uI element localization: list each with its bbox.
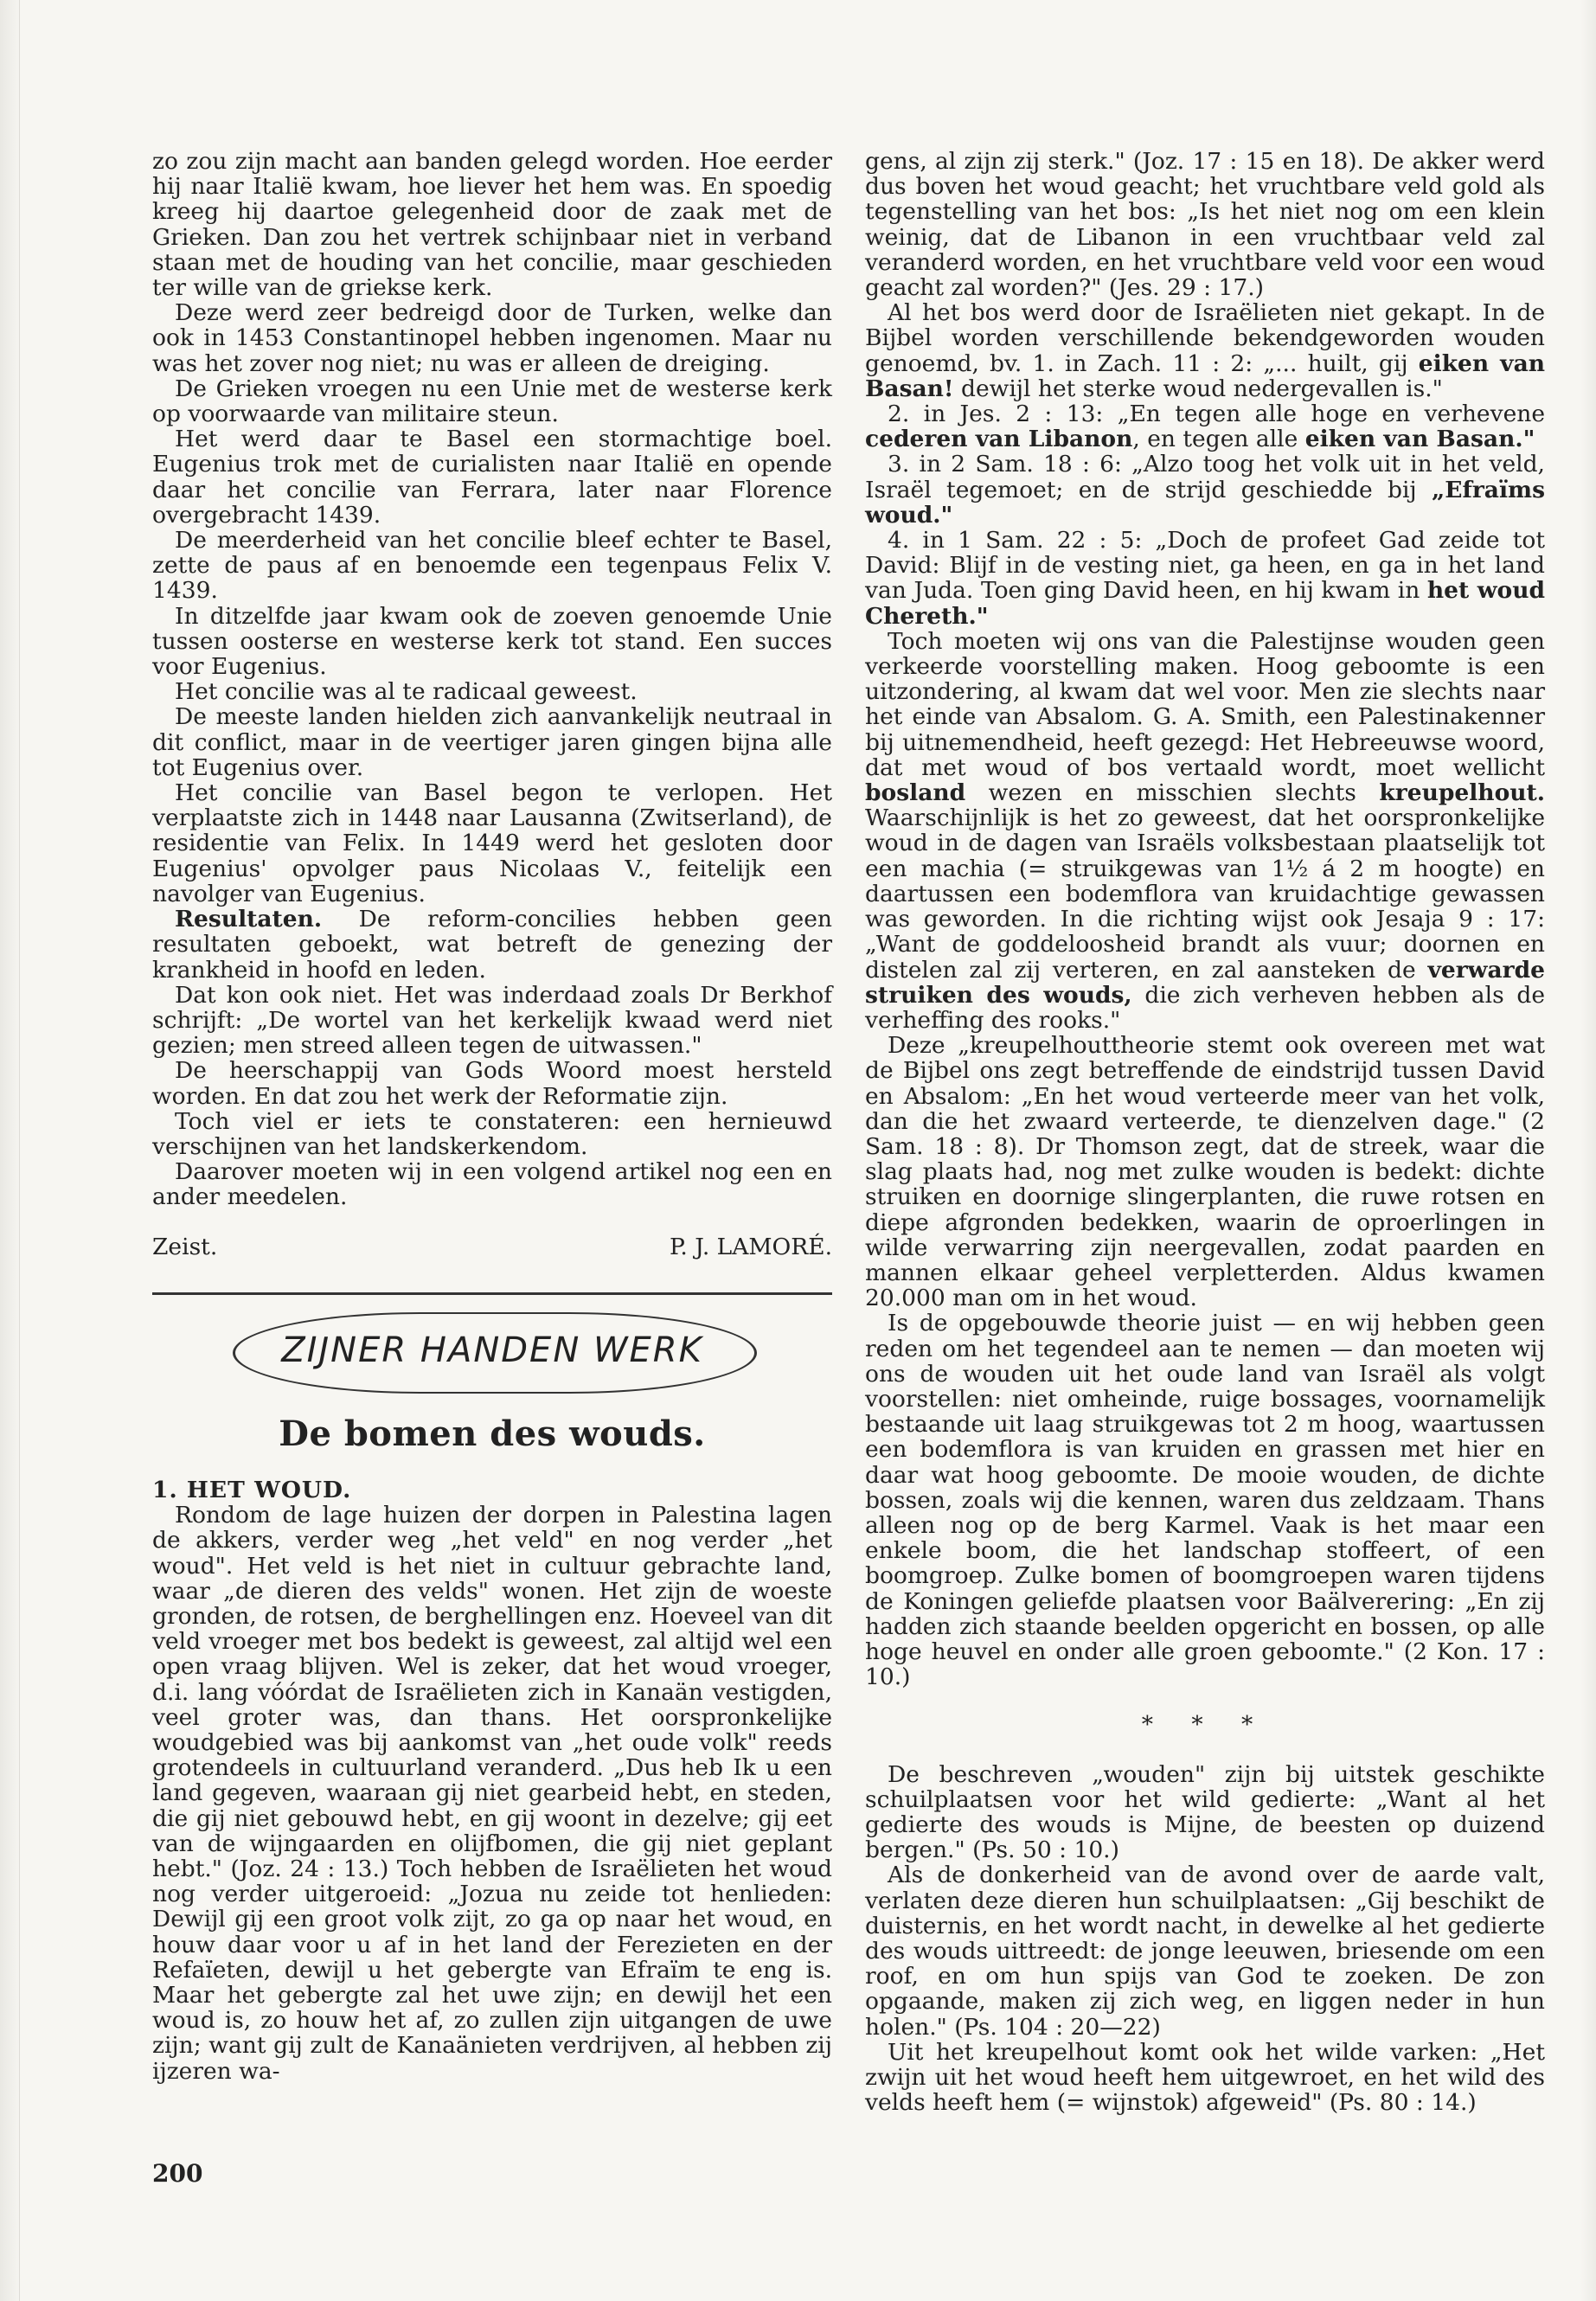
paragraph: De heerschappij van Gods Woord moest hersteld worden. En dat zou het werk der Reformatie zijn. — [152, 1057, 832, 1110]
emphasis: eiken van Basan! — [865, 349, 1546, 402]
paragraph — [865, 629, 1545, 1033]
emphasis: het woud Chereth." — [865, 577, 1545, 630]
paragraph: zo zou zijn macht aan banden gelegd worden. Hoe eerder hij naar Italië kwam, hoe liever het hem was. En spoedig kreeg hij daartoe gelegenheid door de zaak met de Grieken. Dan zou het vertrek schijnbaar niet in verband staan met de houding van het concilie, maar geschieden ter wille van de griekse kerk. — [152, 148, 832, 302]
paragraph: Is de opgebouwde theorie juist — en wij hebben geen reden om het tegendeel aan te nemen — dan moeten wij ons de wouden uit het oude land van Israël als volgt voorstellen: niet omheinde, ruige bossages, voornamelijk bestaande uit laag struikgewas tot 2 m hoog, waartussen een bodemflora is van kruiden en grassen met hier en daar wat hoog geboomte. De mooie wouden, de dichte bossen, zoals wij die kennen, waren dus zeldzaam. Thans alleen nog op de berg Karmel. Vaak is het maar een enkele boom, die het landschap stoffeert, of een boomgroep. Zulke bomen of boomgroepen waren tijdens de Koningen geliefde plaatsen voor Baälverering: „En zij hadden zich staande beelden opgericht en bossen, op alle hoge heuvel en onder alle groen geboomte." (2 Kon. 17 : 10.) — [865, 1310, 1545, 1691]
emphasis: „Efraïms woud." — [865, 476, 1545, 529]
paragraph: Als de donkerheid van de avond over de aarde valt, verlaten deze dieren hun schuilplaatsen: „Gij beschikt de duisternis, en het wordt nacht, in dewelke al het gedierte des wouds uittreedt: de jonge leeuwen, briesende om een roof, en om hun spijs van God te zoeken. De zon opgaande, maken zij zich weg, en liggen neder in hun holen." (Ps. 104 : 20—22) — [865, 1862, 1545, 2041]
signature-place: Zeist. — [152, 1233, 218, 1260]
emphasis: eiken van Basan." — [1304, 426, 1535, 453]
paragraph: Deze „kreupelhouttheorie stemt ook overeen met wat de Bijbel ons zegt betreffende de eindstrijd tussen David en Absalom: „En het woud verteerde meer van het volk, dan die het zwaard verteerde, te dienzelven dage." (2 Sam. 18 : 8). Dr Thomson zegt, dat de streek, waar die slag plaats had, nog met zulke wouden is bedekt: dichte struiken en doornige slingerplanten, die ruwe rotsen en diepe afgronden bedekken, waarin de oproerlingen in wilde verwarring zijn neergevallen, zodat paarden en mannen elkaar geheel verpletterden. Aldus kwamen 20.000 man om in het woud. — [865, 1032, 1545, 1312]
text-run: Al het bos werd door de Israëlieten niet gekapt. In de Bijbel worden verschillende bekendgeworden wouden genoemd, bv. 1. in Zach. 11 : 2: „... huilt, gij — [865, 299, 1545, 377]
emphasis: cederen van Libanon — [865, 426, 1133, 453]
section-break-stars: * * * — [1141, 1711, 1269, 1739]
paragraph: Deze werd zeer bedreigd door de Turken, welke dan ook in 1453 Constantinopel hebben ingenomen. Maar nu was het zover nog niet; nu was er alleen de dreiging. — [152, 299, 832, 377]
text-run: wezen en misschien slechts — [965, 779, 1380, 807]
paragraph: De meeste landen hielden zich aanvankelijk neutraal in dit conflict, maar in de veertiger jaren gingen bijna alle tot Eugenius over. — [152, 703, 832, 781]
emphasis: kreupelhout. — [1379, 779, 1545, 807]
text-run: die zich verheven hebben als de verheffing des rooks." — [865, 981, 1546, 1034]
resultaten-paragraph — [152, 907, 832, 983]
text-run: 2. in Jes. 2 : 13: „En tegen alle hoge en verhevene — [888, 401, 1545, 428]
text-run: Waarschijnlijk is het zo geweest, dat het oorspronkelijke woud in de dagen van Israëls volksbestaan plaatselijk tot een machia (= struikgewas van 1½ á 2 m hoogte) en daartussen een bodemflora van kruidachtige gewassen was geworden. In die richting wijst ook Jesaja 9 : 17: „Want de goddeloosheid brandt als vuur; doornen en distelen zal zij verteren, en zal aansteken de — [865, 804, 1545, 984]
text-run: dewijl het sterke woud nedergevallen is." — [953, 375, 1443, 402]
section-title-box — [233, 1312, 752, 1390]
section-title: ZIJNER HANDEN WERK — [281, 1330, 703, 1371]
paragraph: Toch viel er iets te constateren: een hernieuwd verschijnen van het landskerkendom. — [152, 1107, 832, 1160]
scan-edge-right — [1580, 0, 1596, 2301]
article-subhead: 1. HET WOUD. — [152, 1476, 352, 1503]
signature-author: P. J. LAMORÉ. — [669, 1233, 832, 1260]
signature-line — [152, 1234, 832, 1259]
paragraph: Rondom de lage huizen der dorpen in Palestina lagen de akkers, verder weg „het veld" en nog verder „het woud". Het veld is het niet in cultuur gebrachte land, waar „de dieren des velds" wonen. Het zijn de woeste gronden, de rotsen, de berghellingen enz. Hoeveel van dit veld vroeger met bos bedekt is geweest, zal altijd wel een open vraag blijven. Wel is zeker, dat het woud vroeger, d.i. lang vóórdat de Israëlieten zich in Kanaän vestigden, veel groter was, dan thans. Het oorspronkelijke woudgebied was bij aankomst van „het oude volk" reeds grotendeels in cultuurland veranderd. „Dus heb Ik u een land gegeven, waaraan gij niet gearbeid hebt, en steden, die gij niet gebouwd hebt, en gij woont in dezelve; gij eet van de wijngaarden en olijfbomen, die gij niet geplant hebt." (Joz. 24 : 13.) Toch hebben de Israëlieten het woud nog verder uitgeroeid: „Jozua nu zeide tot henlieden: Dewijl gij een groot volk zijt, zo ga op naar het woud, en houw daar voor u af in het land der Ferezieten en der Refaïeten, dewijl u het gebergte van Efraïm te eng is. Maar het gebergte zal het uwe zijn; en dewijl het een woud is, zo houw het af, zo zullen zijn uitgangen de uwe zijn; want gij zult de Kanaänieten verdrijven, al hebben zij ijzeren wa- — [152, 1502, 832, 2085]
resultaten-text: De reform-concilies hebben geen resultaten geboekt, wat betreft de genezing der krankheid in hoofd en leden. — [152, 906, 832, 984]
paragraph — [865, 401, 1545, 452]
text-run: 3. in 2 Sam. 18 : 6: „Alzo toog het volk uit in het veld, Israël tegemoet; en de strijd geschiedde bij — [865, 451, 1545, 503]
emphasis: verwarde struiken des wouds, — [865, 956, 1545, 1009]
paragraph: Uit het kreupelhout komt ook het wilde varken: „Het zwijn uit het woud heeft hem uitgewroet, en het wild des velds heeft hem (= wijnstok) afgeweid" (Ps. 80 : 14.) — [865, 2038, 1545, 2117]
scan-edge-left — [0, 0, 20, 2301]
right-column — [865, 149, 1545, 2115]
emphasis: bosland — [865, 779, 966, 807]
paragraph: Dat kon ook niet. Het was inderdaad zoals Dr Berkhof schrijft: „De wortel van het kerkelijk kwaad werd niet gezien; men streed alleen tegen de uitwassen." — [152, 981, 832, 1060]
resultaten-label: Resultaten. — [175, 906, 323, 933]
paragraph: De beschreven „wouden" zijn bij uitstek geschikte schuilplaatsen voor het wild gedierte: „Want al het gedierte des wouds is Mijne, de beesten op duizend bergen." (Ps. 50 : 10.) — [865, 1760, 1545, 1864]
paragraph: Daarover moeten wij in een volgend artikel nog een en ander meedelen. — [152, 1158, 832, 1211]
section-divider — [152, 1292, 832, 1295]
paragraph — [865, 300, 1545, 401]
paragraph: In ditzelfde jaar kwam ook de zoeven genoemde Unie tussen oosterse en westerse kerk tot stand. Een succes voor Eugenius. — [152, 602, 832, 681]
text-run: 4. in 1 Sam. 22 : 5: „Doch de profeet Gad zeide tot David: Blijf in de vesting niet, ga heen, en ga in het land van Juda. Toen ging David heen, en hij kwam in — [865, 527, 1545, 605]
paragraph: De meerderheid van het concilie bleef echter te Basel, zette de paus af en benoemde een tegenpaus Felix V. 1439. — [152, 527, 832, 605]
article-title: De bomen des wouds. — [279, 1413, 706, 1454]
paragraph: Het werd daar te Basel een stormachtige boel. Eugenius trok met de curialisten naar Italië en opende daar het concilie van Ferrara, later naar Florence overgebracht 1439. — [152, 426, 832, 529]
paragraph: Het concilie was al te radicaal geweest. — [175, 678, 638, 706]
text-run: Toch moeten wij ons van die Palestijnse wouden geen verkeerde voorstelling maken. Hoog geboomte is een uitzondering, al kwam dat wel voor. Men zie slechts naar het einde van Absalom. G. A. Smith, een Palestinakenner bij uitnemendheid, heeft gezegd: Het Hebreeuwse woord, dat met woud of bos vertaald wordt, moet wellicht — [865, 627, 1545, 781]
paragraph — [865, 528, 1545, 629]
paragraph — [865, 452, 1545, 528]
paragraph: De Grieken vroegen nu een Unie met de westerse kerk op voorwaarde van militaire steun. — [152, 375, 832, 428]
paragraph: Het concilie van Basel begon te verlopen. Het verplaatste zich in 1448 naar Lausanna (Zwitserland), de residentie van Felix. In 1449 werd het gesloten door Eugenius' opvolger paus Nicolaas V., feitelijk een navolger van Eugenius. — [152, 779, 832, 907]
paragraph: gens, al zijn zij sterk." (Joz. 17 : 15 en 18). De akker werd dus boven het woud geacht; het vruchtbare veld gold als tegenstelling van het bos: „Is het niet nog om een klein weinig, dat de Libanon in een vruchtbaar veld zal veranderd worden, en het vruchtbare veld voor een woud geacht zal worden?" (Jes. 29 : 17.) — [865, 148, 1545, 302]
page-number: 200 — [152, 2159, 203, 2188]
left-column — [152, 149, 832, 2084]
text-run: , en tegen alle — [1132, 426, 1305, 453]
